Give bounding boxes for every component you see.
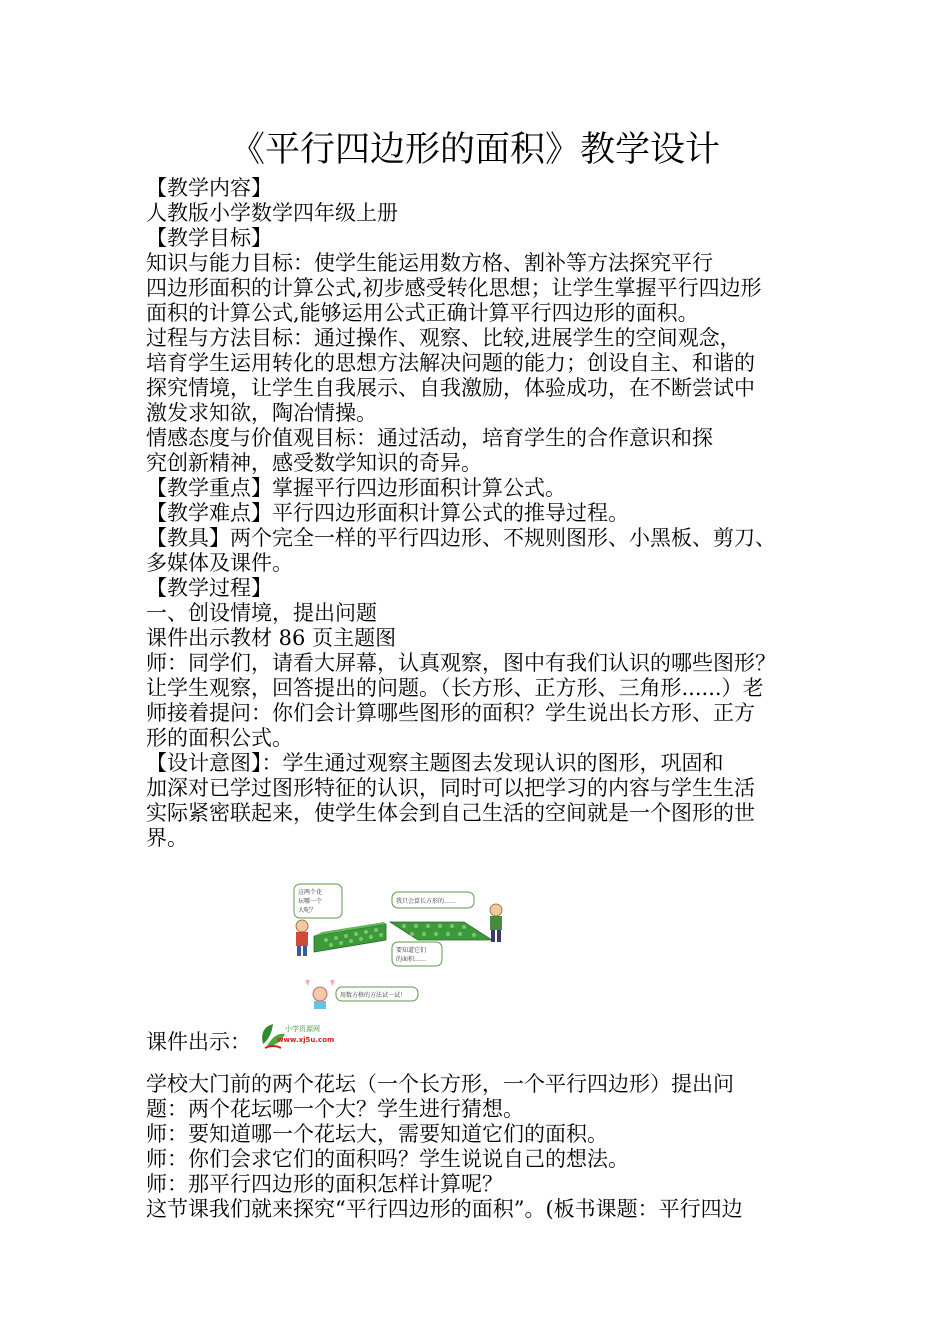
svg-text:坛哪一个: 坛哪一个 [298,898,323,905]
body-line: 四边形面积的计算公式,初步感受转化思想；让学生掌握平行四边形 [146,276,762,300]
section-heading-key-points: 【教学重点】掌握平行四边形面积计算公式。 [146,476,566,500]
svg-text:大呢？: 大呢？ [298,907,317,914]
section-heading-content: 【教学内容】 [146,176,272,200]
body-line: 知识与能力目标：使学生能运用数方格、割补等方法探究平行 [146,251,713,275]
section-heading-tools: 【教具】两个完全一样的平行四边形、不规则图形、小黑板、剪刀、 [146,526,776,550]
section-heading-process: 【教学过程】 [146,576,272,600]
body-line: 人教版小学数学四年级上册 [146,201,398,225]
body-line: 多媒体及课件。 [146,551,293,575]
svg-text:的面积……: 的面积…… [396,956,427,963]
courseware-label: 课件出示： [146,1030,251,1054]
subsection-heading: 一、创设情境，提出问题 [146,601,377,625]
body-line: 实际紧密联起来，使学生体会到自己生活的空间就是一个图形的世 [146,801,755,825]
body-line: 加深对已学过图形特征的认识，同时可以把学习的内容与学生生活 [146,776,755,800]
site-logo [255,1018,335,1054]
body-line: 界。 [146,826,188,850]
body-line: 究创新精神，感受数学知识的奇异。 [146,451,482,475]
body-line: 师：你们会求它们的面积吗？学生说说自己的想法。 [146,1147,629,1171]
body-line: 让学生观察，回答提出的问题。（长方形、正方形、三角形......）老 [146,676,764,700]
svg-text:要知道它们: 要知道它们 [396,947,427,954]
svg-text:这两个花: 这两个花 [298,889,323,896]
body-line: 师接着提问：你们会计算哪些图形的面积？学生说出长方形、正方 [146,701,755,725]
body-line: 师：同学们，请看大屏幕，认真观察，图中有我们认识的哪些图形？ [146,651,776,675]
logo-url: www.xj5u.com [277,1036,335,1044]
body-line: 情感态度与价值观目标：通过活动，培育学生的合作意识和探 [146,426,713,450]
body-line: 【设计意图】：学生通过观察主题图去发现认识的图形，巩固和 [146,751,724,775]
body-line: 形的面积公式。 [146,726,293,750]
body-line: 师：那平行四边形的面积怎样计算呢？ [146,1172,503,1196]
body-line: 面积的计算公式,能够运用公式正确计算平行四边形的面积。 [146,301,699,325]
body-line: 题：两个花坛哪一个大？学生进行猜想。 [146,1097,524,1121]
body-line: 培育学生运用转化的思想方法解决问题的能力；创设自主、和谐的 [146,351,755,375]
body-line: 课件出示教材 86 页主题图 [146,626,397,650]
body-line: 激发求知欲，陶冶情操。 [146,401,377,425]
document-title: 《平行四边形的面积》教学设计 [229,130,720,170]
body-line: 师：要知道哪一个花坛大，需要知道它们的面积。 [146,1122,608,1146]
body-line: 这节课我们就来探究“平行四边形的面积”。(板书课题：平行四边 [146,1197,743,1221]
section-heading-goals: 【教学目标】 [146,226,272,250]
section-heading-difficulties: 【教学难点】平行四边形面积计算公式的推导过程。 [146,501,629,525]
body-line: 过程与方法目标：通过操作、观察、比较,进展学生的空间观念， [146,326,741,350]
body-line: 学校大门前的两个花坛（一个长方形，一个平行四边形）提出问 [146,1072,734,1096]
body-line: 探究情境，让学生自我展示、自我激励，体验成功，在不断尝试中 [146,376,755,400]
logo-name: 小学资源网 [285,1025,320,1033]
svg-text:用数方格的方法试一试！: 用数方格的方法试一试！ [340,992,407,999]
svg-text:我只会算长方形的……: 我只会算长方形的…… [396,898,457,905]
